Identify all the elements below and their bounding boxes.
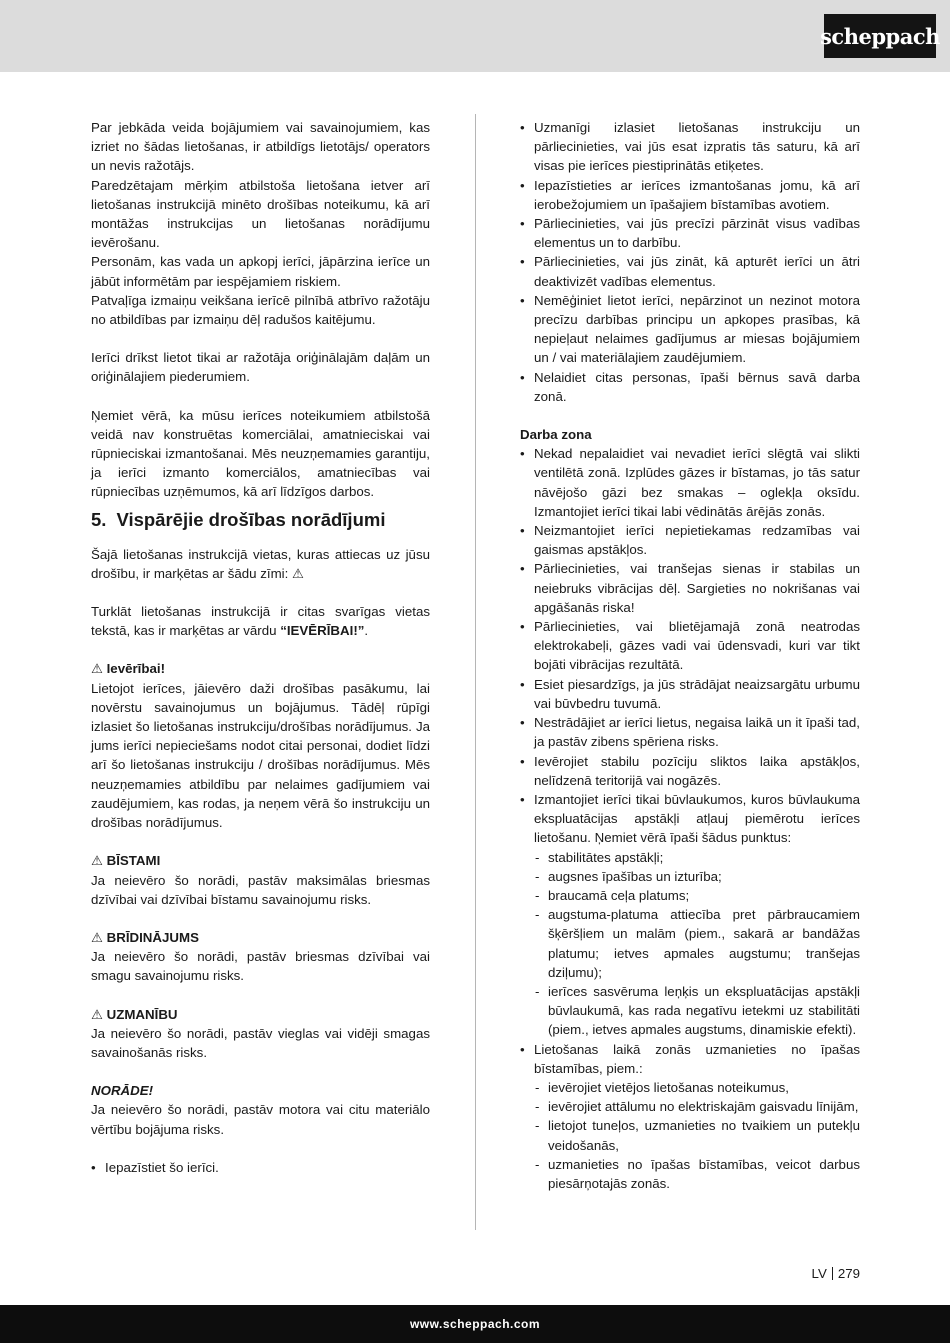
left-column — [91, 118, 430, 1177]
header-band — [0, 0, 950, 72]
intro-paragraph: Patvaļīga izmaiņu veikšana ierīcē pilnībā atbrīvo ražotāju no atbildības par izmaiņu dēļ radušos kaitējumu. — [91, 292, 430, 328]
list-item: • Ievērojiet stabilu pozīciju sliktos laika apstākļos, nelīdzenā teritorijā vai nogāzēs. — [520, 752, 860, 790]
dash-list — [534, 1078, 860, 1193]
right-column — [520, 118, 860, 1193]
list-item: • Izmantojiet ierīci tikai būvlaukumos, kuros būvlaukuma ekspluatācijas apstākļi atļauj piemērotu ierīces lietošanu. Ņemiet vērā īpaši šādus punktus: - stabilitātes apstākļi; - augsnes īpašības un izturība; - braucamā ceļa platums; - augstuma-platuma attiecība pret pārbraucamiem šķēršļiem un malām (piem., sakarā ar bandāžas platumu; ietves apmales augstumu; tranšejas dziļumu); - ierīces sasvēruma leņķis un ekspluatācijas apstākļi būvlaukumā, kas rada negatīvu ietekmi uz stabilitāti (piem., ietves apmales augstums, dinamiskie efekti). — [520, 790, 860, 1040]
danger-text: Ja neievēro šo norādi, pastāv maksimālas briesmas dzīvībai vai dzīvībai bīstamu savainojumu risks. — [91, 872, 430, 907]
section-number: 5. — [91, 508, 107, 530]
list-item: • Lietošanas laikā zonās uzmanieties no īpašas bīstamības, piem.: - ievērojiet vietējos lietošanas noteikumus, - ievērojiet attālumu no elektriskajām gaisvadu līnijām, - lietojot tuneļos, uzmanieties no tvaikiem un putekļu veidošanās, - uzmanieties no īpašas bīstamības, veicot darbus piesārņotajās zonās. — [520, 1040, 860, 1194]
intro-paragraph: Personām, kas vada un apkopj ierīci, jāpārzina ierīce un jābūt informētām par iespējamiem riskiem. — [91, 254, 430, 289]
section-heading — [91, 508, 430, 532]
list-item: • Pārliecinieties, vai jūs zināt, kā apturēt ierīci un ātri deaktivizēt vadības elementus. — [520, 252, 860, 290]
footer-url: www.scheppach.com — [0, 1305, 950, 1343]
danger-title: ⚠ BĪSTAMI — [91, 853, 161, 869]
bullet-list — [520, 444, 860, 1193]
warning-title: ⚠ BRĪDINĀJUMS — [91, 929, 199, 945]
list-item: - ievērojiet attālumu no elektriskajām gaisvadu līnijām, — [534, 1097, 860, 1116]
notice-title: NORĀDE! — [91, 1083, 154, 1099]
list-item: • Iepazīstieties ar ierīces izmantošanas jomu, kā arī ierobežojumiem un īpašajiem bīstamības avotiem. — [520, 176, 860, 214]
list-item: - lietojot tuneļos, uzmanieties no tvaikiem un putekļu veidošanās, — [534, 1116, 860, 1154]
list-item: - ievērojiet vietējos lietošanas noteikumus, — [534, 1078, 860, 1097]
list-item: • Pārliecinieties, vai jūs precīzi pārzināt visus vadības elementus un to darbību. — [520, 214, 860, 252]
note-word-paragraph: Turklāt lietošanas instrukcijā ir citas svarīgas vietas tekstā, kas ir marķētas ar vārdu “IEVĒRĪBAI!”. — [91, 604, 430, 639]
page-number-value: 279 — [837, 1266, 860, 1281]
list-item: - stabilitātes apstākļi; — [534, 848, 860, 867]
list-item: • Uzmanīgi izlasiet lietošanas instrukciju un pārliecinieties, vai jūs esat izpratis tās saturu, kā arī visas pie ierīces piestiprinātās etiķetes. — [520, 118, 860, 176]
list-item: • Nemēģiniet lietot ierīci, nepārzinot un nezinot motora precīzu darbības principu un apkopes prasības, kā nepieļaut nelaimes gadījumus ar miesas bojājumiem un / vai materiālajiem zaudējumiem. — [520, 291, 860, 368]
list-item: - augsnes īpašības un izturība; — [534, 867, 860, 886]
work-area-heading: Darba zona — [520, 427, 592, 443]
list-item: • Nestrādājiet ar ierīci lietus, negaisa laikā un it īpaši tad, ja pastāv zibens spēriena risks. — [520, 713, 860, 751]
list-item: • Nekad nepalaidiet vai nevadiet ierīci slēgtā vai slikti ventilētā zonā. Izplūdes gāzes ir bīstamas, jo tās satur nāvējošo gāzi bez smakas – oglekļa oksīdu. Izmantojiet ierīci tikai labi vēdinātās ārējās zonās. — [520, 444, 860, 521]
bullet-list — [520, 118, 860, 406]
attention-text: Lietojot ierīces, jāievēro daži drošības pasākumu, lai novērstu savainojumus un bojājumus. Tādēļ rūpīgi izlasiet šo lietošanas instrukciju/drošības norādījumus. Ja jums ierīci nepieciešams nodot citai personai, dodiet līdzi arī šo lietošanas instrukciju / drošības norādījumus. Mēs neuzņemamies atbildību par nelaimes gadījumiem vai zaudējumiem, kas rodas, ja neņem vērā šo instrukciju un drošības norādījumus. — [91, 680, 430, 831]
bullet-list — [91, 1158, 430, 1177]
list-item: - ierīces sasvēruma leņķis un ekspluatācijas apstākļi būvlaukumā, kas rada negatīvu ietekmi uz stabilitāti (piem., ietves apmales augstums, dinamiskie efekti). — [534, 982, 860, 1040]
page-number — [780, 1266, 860, 1281]
list-item: - augstuma-platuma attiecība pret pārbraucamiem šķēršļiem un malām (piem., sakarā ar bandāžas platumu; ietves apmales augstumu; tranšejas dziļumu); — [534, 905, 860, 982]
scheppach-logo: scheppach — [824, 14, 936, 58]
caution-title: ⚠ UZMANĪBU — [91, 1006, 178, 1022]
attention-title: ⚠ Ievērībai! — [91, 661, 166, 677]
list-item: • Pārliecinieties, vai blietējamajā zonā neatrodas elektrokabeļi, gāzes vadi vai ūdensvadi, kuri var tikt bojāti vibrācijas rezultātā. — [520, 617, 860, 675]
warning-text: Ja neievēro šo norādi, pastāv briesmas dzīvībai vai smagu savainojumu risks. — [91, 949, 430, 984]
notice-text: Ja neievēro šo norādi, pastāv motora vai citu materiālo vērtību bojājuma risks. — [91, 1102, 430, 1137]
dash-list — [534, 848, 860, 1040]
list-item: • Neizmantojiet ierīci nepietiekamas redzamības vai gaismas apstākļos. — [520, 521, 860, 559]
list-item: • Nelaidiet citas personas, īpaši bērnus savā darba zonā. — [520, 368, 860, 406]
caution-text: Ja neievēro šo norādi, pastāv vieglas vai vidēji smagas savainošanās risks. — [91, 1025, 430, 1060]
intro-paragraph: Paredzētajam mērķim atbilstoša lietošana ietver arī lietošanas instrukcijā minēto drošības noteikumu, kā arī montāžas instrukcijas un lietošanas norādījumu ievērošanu. — [91, 177, 430, 251]
original-parts-paragraph: Ierīci drīkst lietot tikai ar ražotāja oriģinālajām daļām un oriģinālajiem piederumiem. — [91, 350, 430, 385]
language-code: LV — [811, 1266, 827, 1281]
column-divider — [475, 114, 476, 1230]
list-item: • Pārliecinieties, vai tranšejas sienas ir stabilas un neiebruks vibrācijas dēļ. Sargieties no nokrišanas vai apgāšanās riska! — [520, 559, 860, 617]
list-item: - braucamā ceļa platums; — [534, 886, 860, 905]
list-item: - uzmanieties no īpašas bīstamības, veicot darbus piesārņotajās zonās. — [534, 1155, 860, 1193]
list-item: • Esiet piesardzīgs, ja jūs strādājat neaizsargātu urbumu vai būvbedru tuvumā. — [520, 675, 860, 713]
safety-symbol-paragraph: Šajā lietošanas instrukcijā vietas, kuras attiecas uz jūsu drošību, ir marķētas ar šādu zīmi: ⚠ — [91, 546, 430, 581]
intro-paragraph: Par jebkāda veida bojājumiem vai savainojumiem, kas izriet no šādas lietošanas, ir atbildīgs lietotājs/ operators un nevis ražotājs. — [91, 120, 430, 174]
commercial-use-paragraph: Ņemiet vērā, ka mūsu ierīces noteikumiem atbilstošā veidā nav konstruētas komerciālai, amatnieciskai vai rūpnieciskai izmantošanai. Mēs neuzņemamies garantiju, ja ierīci izmanto komerciālos, amatniecības vai rūpniecības uzņēmumos, kā arī līdzīgos darbos. — [91, 407, 430, 500]
section-title: Vispārējie drošības norādījumi — [116, 508, 386, 530]
list-item: • Iepazīstiet šo ierīci. — [91, 1158, 430, 1177]
